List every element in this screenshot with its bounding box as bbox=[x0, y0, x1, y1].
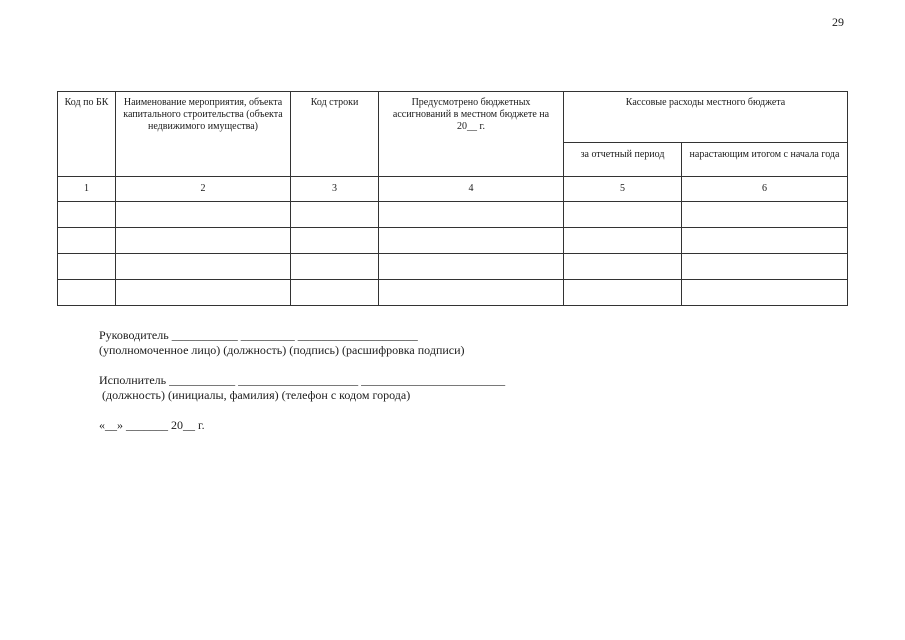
header-bk-code: Код по БК bbox=[58, 92, 116, 177]
table-cell[interactable] bbox=[379, 228, 564, 254]
column-number: 2 bbox=[116, 177, 291, 202]
table-cell[interactable] bbox=[682, 228, 848, 254]
table-row bbox=[58, 228, 848, 254]
table-cell[interactable] bbox=[58, 280, 116, 306]
table-cell[interactable] bbox=[682, 202, 848, 228]
table-cell[interactable] bbox=[379, 254, 564, 280]
spacer bbox=[99, 403, 505, 418]
head-signature-caption: (уполномоченное лицо) (должность) (подпись) (расшифровка подписи) bbox=[99, 343, 465, 357]
table-cell[interactable] bbox=[291, 280, 379, 306]
table-row bbox=[58, 254, 848, 280]
header-cash-expenses: Кассовые расходы местного бюджета bbox=[564, 92, 848, 143]
executor-signature-line: Исполнитель ___________ ____________________ ________________________ bbox=[99, 373, 506, 387]
table-cell[interactable] bbox=[379, 280, 564, 306]
executor-signature-caption: (должность) (инициалы, фамилия) (телефон с кодом города) bbox=[99, 388, 411, 402]
header-cumulative: нарастающим итогом с начала года bbox=[682, 143, 848, 177]
table-cell[interactable] bbox=[682, 254, 848, 280]
table-row bbox=[58, 202, 848, 228]
date-line: «__» _______ 20__ г. bbox=[99, 418, 205, 432]
spacer bbox=[99, 358, 505, 373]
header-line-code: Код строки bbox=[291, 92, 379, 177]
table-cell[interactable] bbox=[116, 280, 291, 306]
table-cell[interactable] bbox=[291, 254, 379, 280]
column-number: 4 bbox=[379, 177, 564, 202]
header-event-name: Наименование мероприятия, объекта капитального строительства (объекта недвижимого имущества) bbox=[116, 92, 291, 177]
table-cell[interactable] bbox=[116, 254, 291, 280]
table-cell[interactable] bbox=[379, 202, 564, 228]
table-cell[interactable] bbox=[58, 254, 116, 280]
header-reporting-period: за отчетный период bbox=[564, 143, 682, 177]
table-cell[interactable] bbox=[291, 202, 379, 228]
column-number: 5 bbox=[564, 177, 682, 202]
column-number: 1 bbox=[58, 177, 116, 202]
header-allocations: Предусмотрено бюджетных ассигнований в местном бюджете на 20__ г. bbox=[379, 92, 564, 177]
table-cell[interactable] bbox=[116, 202, 291, 228]
column-number: 3 bbox=[291, 177, 379, 202]
head-signature-line: Руководитель ___________ _________ ____________________ bbox=[99, 328, 418, 342]
page-number: 29 bbox=[832, 15, 844, 29]
table-row bbox=[58, 280, 848, 306]
table-cell[interactable] bbox=[564, 280, 682, 306]
column-numbers-row bbox=[58, 177, 848, 202]
table-cell[interactable] bbox=[564, 228, 682, 254]
table-cell[interactable] bbox=[58, 228, 116, 254]
signature-block bbox=[99, 328, 505, 433]
table-cell[interactable] bbox=[564, 254, 682, 280]
table-cell[interactable] bbox=[682, 280, 848, 306]
budget-expenses-table bbox=[57, 91, 848, 306]
column-number: 6 bbox=[682, 177, 848, 202]
table-cell[interactable] bbox=[564, 202, 682, 228]
table-cell[interactable] bbox=[58, 202, 116, 228]
table-cell[interactable] bbox=[116, 228, 291, 254]
table-cell[interactable] bbox=[291, 228, 379, 254]
